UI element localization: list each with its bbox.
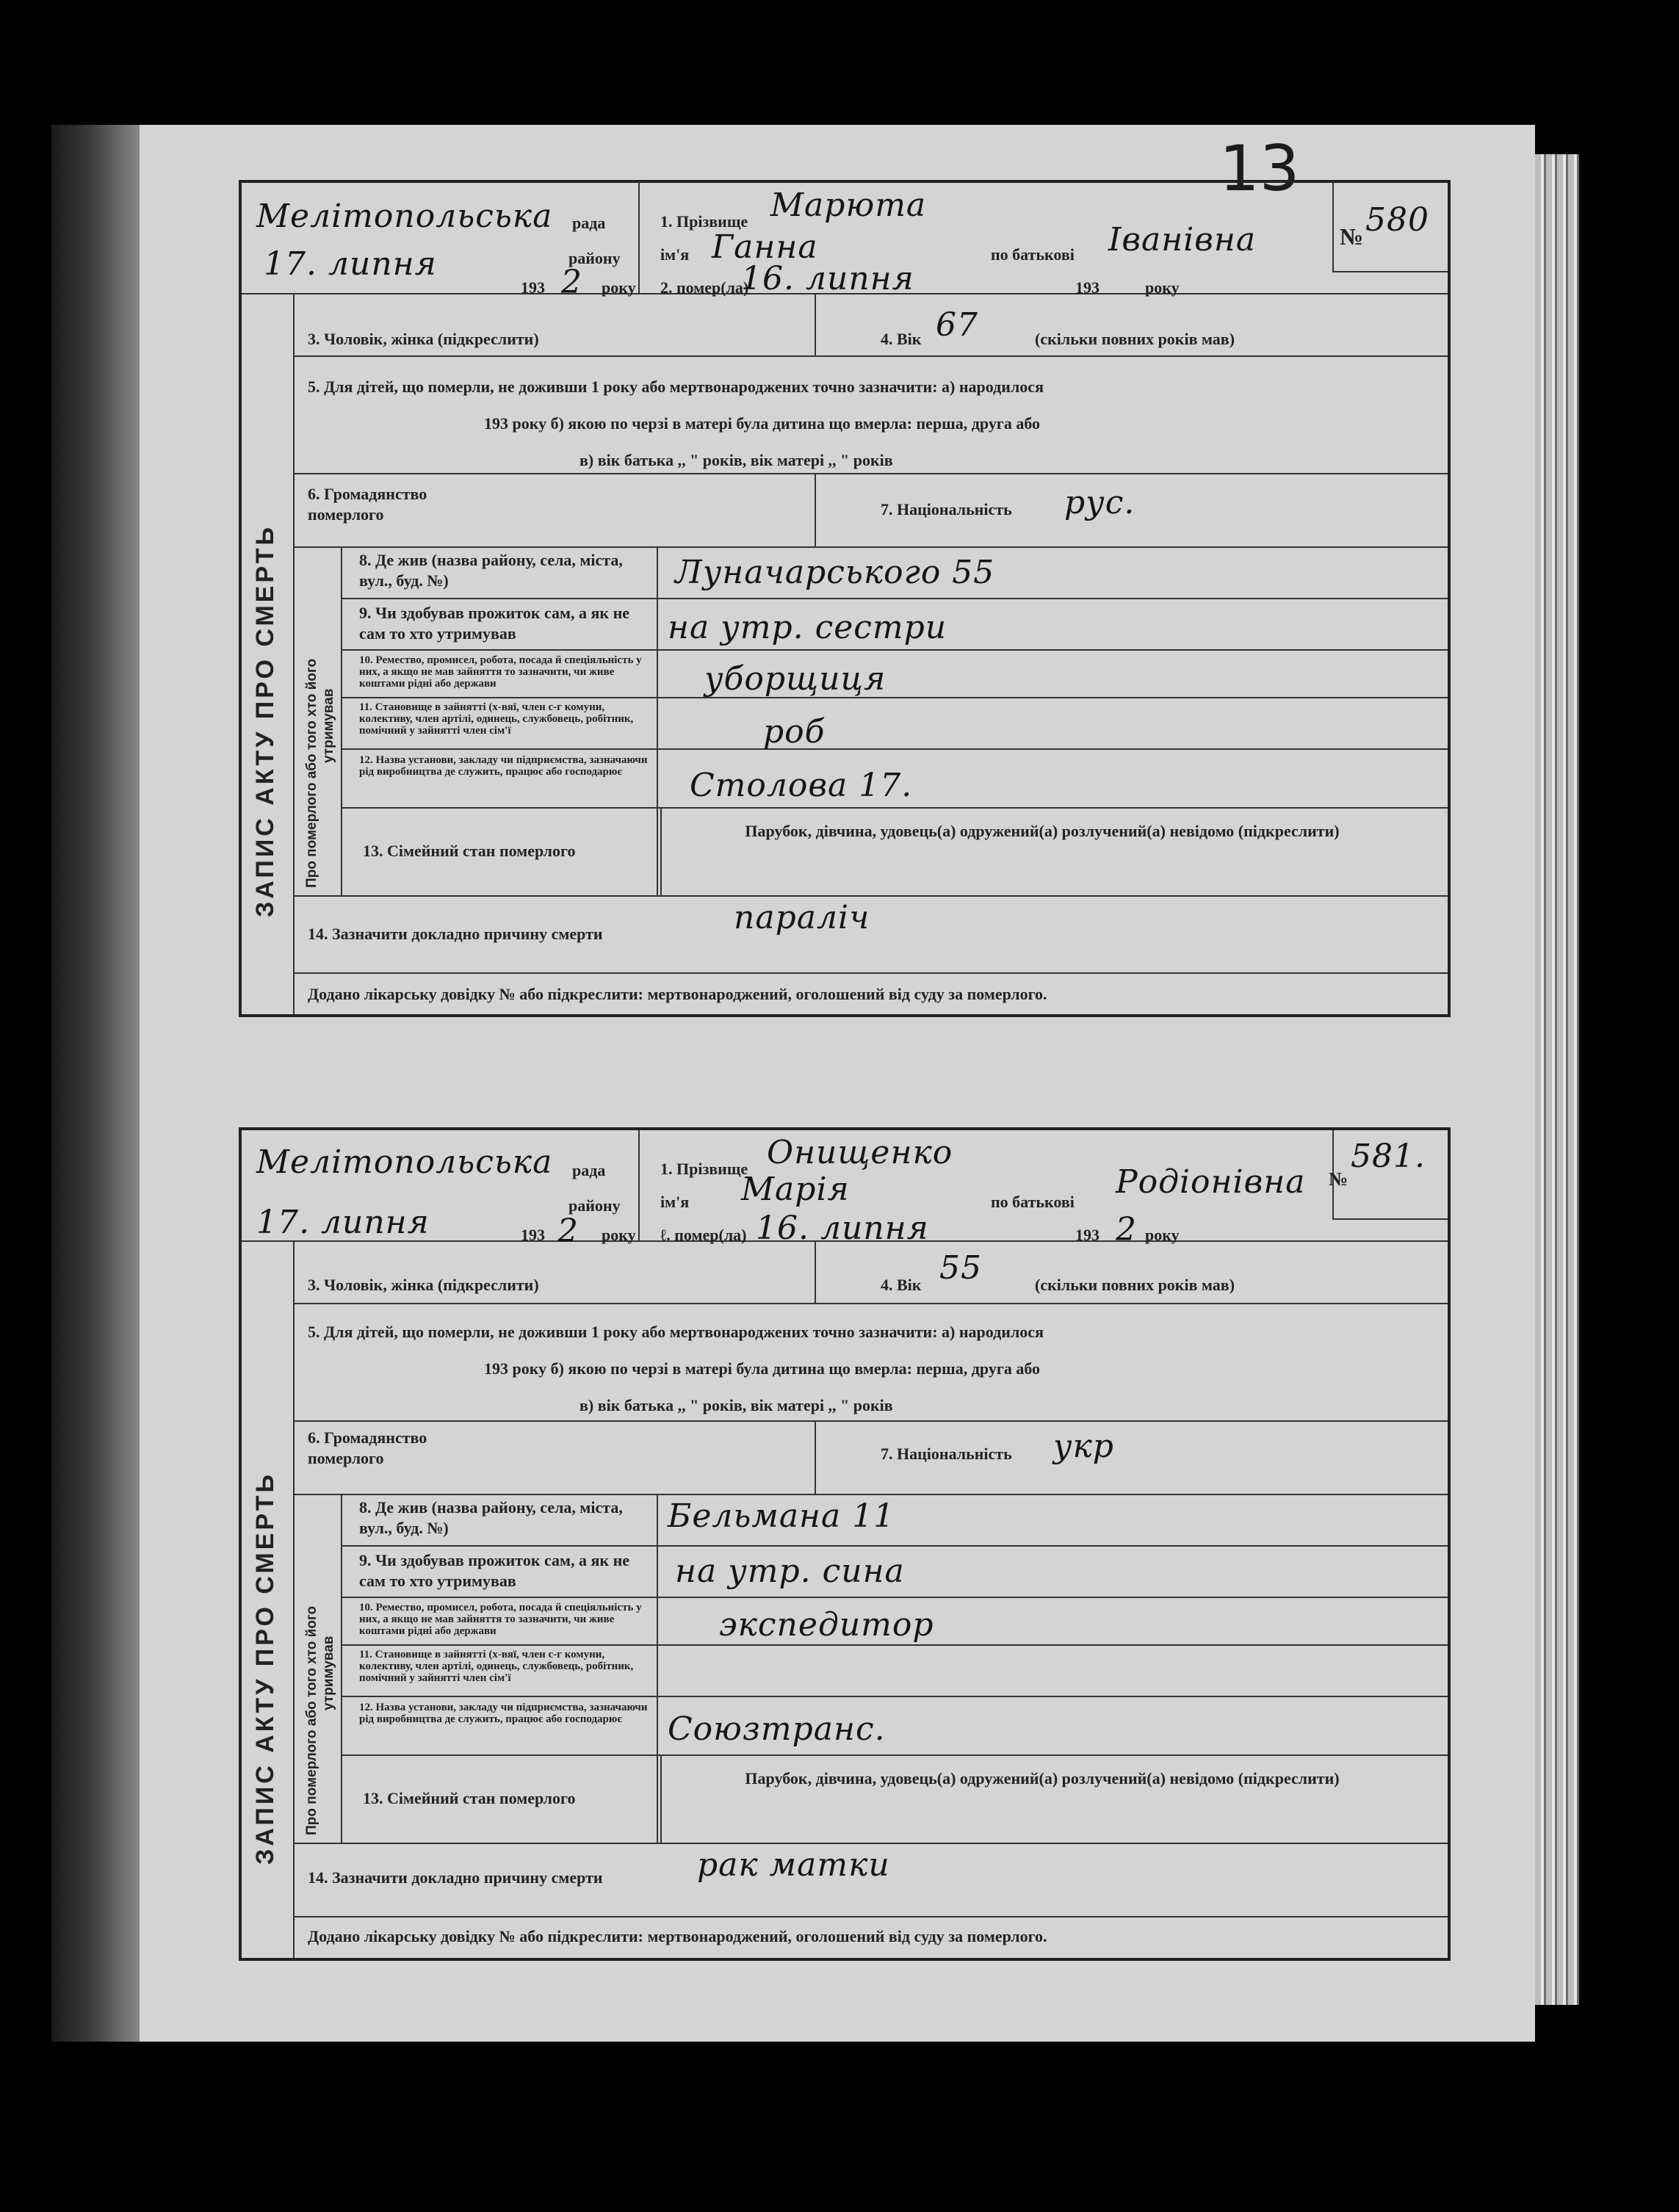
family-status-label: 13. Сімейний стан померлого bbox=[363, 1789, 576, 1807]
death-record-form-2 bbox=[239, 1127, 1451, 1961]
age-hint: (скільки повних років мав) bbox=[1035, 1276, 1235, 1294]
children-line-2: 193 року б) якою по черзі в матері була дитина що вмерла: перша, друга або bbox=[484, 1359, 1041, 1378]
death-year-label: року bbox=[1145, 1226, 1180, 1244]
side-title: ЗАПИС АКТУ ПРО СМЕРТЬ bbox=[251, 1472, 279, 1865]
patronymic-label: по батькові bbox=[991, 1193, 1075, 1211]
livelihood-label: 9. Чи здобував прожиток сам, а як не сам то хто утримував bbox=[359, 1551, 630, 1590]
children-line-3: в) вік батька ,, " років, вік матері ,, " років bbox=[579, 1396, 893, 1414]
residence-label: 8. Де жив (назва району, села, міста, вул., буд. №) bbox=[359, 551, 623, 590]
first-name-value: Марія bbox=[741, 1171, 850, 1208]
occupation-value: экспедитор bbox=[719, 1606, 934, 1644]
cause-label: 14. Зазначити докладно причину смерти bbox=[308, 925, 603, 943]
children-line-3: в) вік батька ,, " років, вік матері ,, " років bbox=[579, 451, 893, 469]
record-number: 581. bbox=[1351, 1138, 1426, 1175]
council-value: Мелітопольська bbox=[256, 1143, 553, 1181]
registration-date: 17. липня bbox=[264, 245, 437, 283]
cause-value: параліч bbox=[734, 899, 870, 936]
registration-year-digit: 2 bbox=[557, 1212, 579, 1250]
council-label: рада bbox=[572, 214, 606, 232]
age-label: 4. Вік bbox=[881, 330, 922, 348]
side-subtitle-1: Про померлого або того хто його bbox=[304, 1605, 319, 1835]
institution-value: Столова 17. bbox=[690, 767, 913, 804]
death-date-value: 16. липня bbox=[756, 1210, 929, 1247]
status-label: 11. Становище в зайнятті (х-вяї, член с-г комуни, колективу, член артілі, одинець, службовець, робітник, помічний у зайнятті член сім'ї bbox=[359, 701, 634, 737]
livelihood-value: на утр. сина bbox=[675, 1553, 905, 1590]
cause-value: рак матки bbox=[697, 1846, 890, 1884]
attached-certificate-label: Додано лікарську довідку № або підкреслити: мертвонароджений, оголошений від суду за померлого. bbox=[308, 1927, 1047, 1945]
death-record-form-1 bbox=[239, 180, 1451, 1017]
first-name-value: Ганна bbox=[712, 228, 818, 266]
surname-label: 1. Прізвище bbox=[660, 212, 748, 231]
children-line-2: 193 року б) якою по черзі в матері була дитина що вмерла: перша, друга або bbox=[484, 414, 1041, 433]
year-label: року bbox=[602, 1226, 636, 1244]
attached-certificate-label: Додано лікарську довідку № або підкреслити: мертвонароджений, оголошений від суду за померлого. bbox=[308, 985, 1047, 1003]
death-year-prefix: 193 bbox=[1075, 1226, 1100, 1244]
patronymic-label: по батькові bbox=[991, 245, 1075, 264]
status-value: роб bbox=[763, 713, 826, 751]
surname-label: 1. Прізвище bbox=[660, 1160, 748, 1178]
nationality-label: 7. Національність bbox=[881, 500, 1012, 518]
year-label: року bbox=[602, 278, 636, 297]
citizenship-label: 6. Громадянство померлого bbox=[308, 485, 427, 524]
death-year-prefix: 193 bbox=[1075, 278, 1100, 297]
livelihood-label: 9. Чи здобував прожиток сам, а як не сам то хто утримував bbox=[359, 604, 630, 643]
patronymic-value: Родіонівна bbox=[1116, 1163, 1306, 1201]
occupation-label: 10. Ремество, промисел, робота, посада й спеціяльність у них, а якщо не мав зайняття то зазначити, чи живе коштами рідні або держави bbox=[359, 654, 642, 690]
number-sign: № bbox=[1340, 223, 1364, 250]
name-label: ім'я bbox=[660, 245, 690, 264]
page-number: 13 bbox=[1219, 132, 1300, 206]
family-status-options: Парубок, дівчина, удовець(а) одружений(а) розлучений(а) невідомо (підкреслити) bbox=[745, 822, 1340, 840]
record-number: 580 bbox=[1365, 201, 1429, 239]
patronymic-value: Іванівна bbox=[1108, 221, 1257, 259]
district-label: району bbox=[568, 249, 621, 267]
side-subtitle-2: утримував bbox=[321, 1635, 336, 1710]
death-year-digit: 2 bbox=[1116, 1211, 1137, 1248]
nationality-label: 7. Національність bbox=[881, 1445, 1012, 1463]
number-sign: № bbox=[1329, 1168, 1348, 1190]
side-subtitle-1: Про померлого або того хто його bbox=[304, 658, 319, 888]
council-value: Мелітопольська bbox=[256, 198, 553, 235]
died-label: ℓ. помер(ла) bbox=[660, 1226, 747, 1244]
side-title: ЗАПИС АКТУ ПРО СМЕРТЬ bbox=[251, 524, 279, 917]
children-line-1: 5. Для дітей, що померли, не доживши 1 року або мертвонароджених точно зазначити: а) народилося bbox=[308, 377, 1044, 396]
registration-date: 17. липня bbox=[256, 1204, 430, 1241]
age-label: 4. Вік bbox=[881, 1276, 922, 1294]
name-label: ім'я bbox=[660, 1193, 690, 1211]
sex-label: 3. Чоловік, жінка (підкреслити) bbox=[308, 330, 539, 348]
nationality-value: укр bbox=[1053, 1428, 1114, 1465]
year-prefix: 193 bbox=[521, 1226, 545, 1244]
book-spine bbox=[51, 125, 151, 2042]
sex-label: 3. Чоловік, жінка (підкреслити) bbox=[308, 1276, 539, 1294]
age-value: 67 bbox=[936, 306, 978, 344]
nationality-value: рус. bbox=[1064, 484, 1135, 521]
residence-value: Луначарського 55 bbox=[675, 554, 995, 591]
family-status-options: Парубок, дівчина, удовець(а) одружений(а) розлучений(а) невідомо (підкреслити) bbox=[745, 1769, 1340, 1788]
status-label: 11. Становище в зайнятті (х-вяї, член с-г комуни, колективу, член артілі, одинець, службовець, робітник, помічний у зайнятті член сім'ї bbox=[359, 1649, 634, 1684]
death-year-label: року bbox=[1145, 278, 1180, 297]
residence-value: Бельмана 11 bbox=[668, 1497, 895, 1535]
citizenship-label: 6. Громадянство померлого bbox=[308, 1428, 427, 1467]
occupation-label: 10. Ремество, промисел, робота, посада й спеціяльність у них, а якщо не мав зайняття то зазначити, чи живе коштами рідні або держави bbox=[359, 1602, 642, 1637]
registration-year-digit: 2 bbox=[561, 264, 582, 301]
children-line-1: 5. Для дітей, що померли, не доживши 1 року або мертвонароджених точно зазначити: а) народилося bbox=[308, 1323, 1044, 1341]
livelihood-value: на утр. сестри bbox=[668, 609, 947, 646]
death-date-value: 16. липня bbox=[741, 260, 914, 297]
council-label: рада bbox=[572, 1161, 606, 1179]
institution-value: Союзтранс. bbox=[668, 1710, 886, 1748]
year-prefix: 193 bbox=[521, 278, 545, 297]
occupation-value: уборщиця bbox=[704, 660, 887, 698]
side-subtitle-2: утримував bbox=[321, 688, 336, 763]
surname-value: Онищенко bbox=[767, 1134, 953, 1171]
institution-label: 12. Назва установи, закладу чи підприємства, зазначаючи рід виробництва де служить, працює або господарює bbox=[359, 1702, 648, 1725]
district-label: району bbox=[568, 1196, 621, 1215]
family-status-label: 13. Сімейний стан померлого bbox=[363, 842, 576, 860]
surname-value: Марюта bbox=[770, 187, 927, 224]
residence-label: 8. Де жив (назва району, села, міста, вул., буд. №) bbox=[359, 1498, 623, 1537]
age-hint: (скільки повних років мав) bbox=[1035, 330, 1235, 348]
cause-label: 14. Зазначити докладно причину смерти bbox=[308, 1868, 603, 1887]
died-label: 2. помер(ла) bbox=[660, 278, 749, 297]
age-value: 55 bbox=[939, 1249, 982, 1287]
institution-label: 12. Назва установи, закладу чи підприємства, зазначаючи рід виробництва де служить, працює або господарює bbox=[359, 754, 648, 778]
